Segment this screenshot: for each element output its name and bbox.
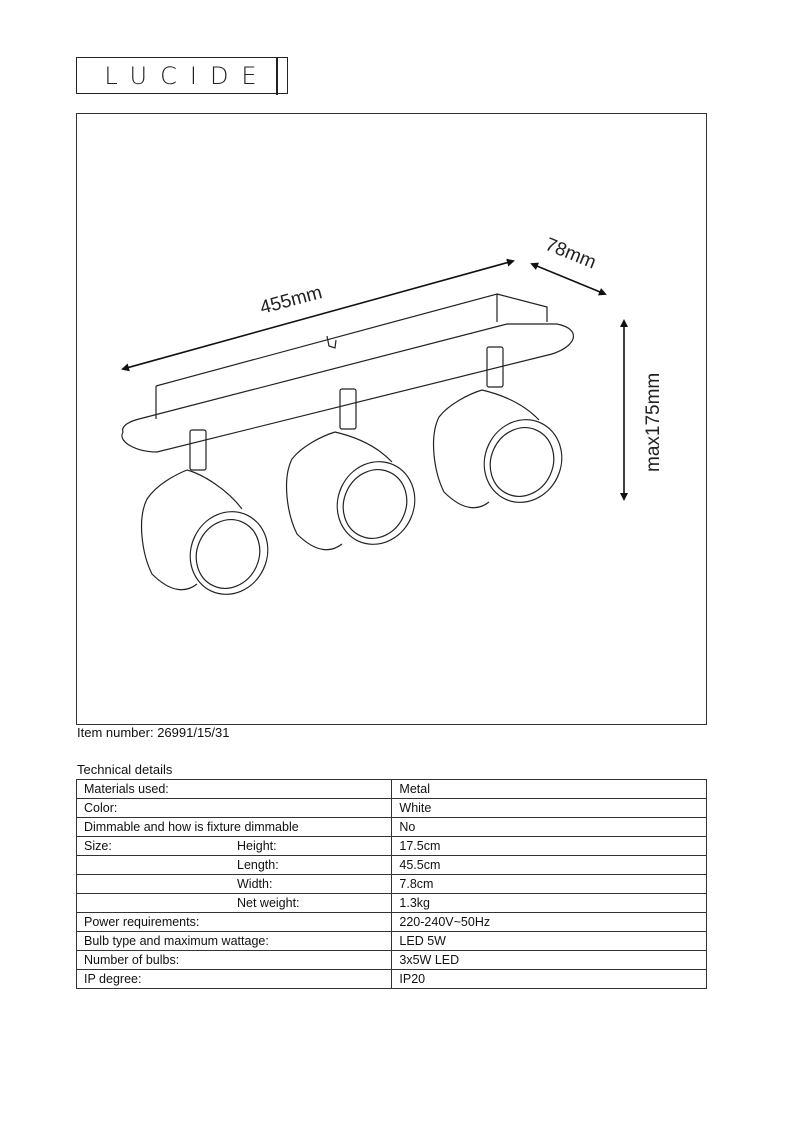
spec-label: Power requirements: xyxy=(84,915,200,929)
spec-label-cell xyxy=(77,913,392,932)
spec-label: Materials used: xyxy=(84,782,169,796)
brand-logo xyxy=(76,57,288,94)
spec-sublabel: Height: xyxy=(237,839,277,853)
spec-label-cell xyxy=(77,780,392,799)
spec-row xyxy=(77,913,707,932)
dimension-length: 455mm xyxy=(257,282,325,319)
spec-row xyxy=(77,951,707,970)
spec-label-cell xyxy=(77,970,392,989)
spec-value: No xyxy=(392,818,707,837)
spec-value: LED 5W xyxy=(392,932,707,951)
technical-details-heading: Technical details xyxy=(77,762,173,777)
technical-details-table xyxy=(76,779,707,989)
spec-label-cell xyxy=(77,799,392,818)
spec-sublabel: Width: xyxy=(237,877,273,891)
spec-row xyxy=(77,932,707,951)
spec-value: White xyxy=(392,799,707,818)
spec-label-cell xyxy=(77,856,392,875)
spec-value: 17.5cm xyxy=(392,837,707,856)
spec-row xyxy=(77,799,707,818)
spec-value: 7.8cm xyxy=(392,875,707,894)
spec-label: Size: xyxy=(84,839,112,853)
spec-label: Dimmable and how is fixture dimmable xyxy=(84,820,299,834)
spec-label: Bulb type and maximum wattage: xyxy=(84,934,269,948)
spec-label-cell xyxy=(77,818,392,837)
logo-stem xyxy=(276,58,278,95)
item-number: Item number: 26991/15/31 xyxy=(77,725,230,740)
spec-label: IP degree: xyxy=(84,972,142,986)
spec-row xyxy=(77,970,707,989)
spec-value: 45.5cm xyxy=(392,856,707,875)
dimension-height: max175mm xyxy=(643,372,664,472)
spec-value: 220-240V~50Hz xyxy=(392,913,707,932)
dimension-width: 78mm xyxy=(542,234,599,274)
spec-label-cell xyxy=(77,837,392,856)
spec-label-cell xyxy=(77,951,392,970)
spec-label-cell xyxy=(77,932,392,951)
spec-row xyxy=(77,818,707,837)
spec-row xyxy=(77,894,707,913)
spec-value: IP20 xyxy=(392,970,707,989)
spec-value: 3x5W LED xyxy=(392,951,707,970)
spec-row xyxy=(77,780,707,799)
product-drawing-frame xyxy=(76,113,707,725)
brand-name: LUCIDE xyxy=(104,61,270,90)
spec-sublabel: Length: xyxy=(237,858,279,872)
spec-row xyxy=(77,875,707,894)
spec-label-cell xyxy=(77,894,392,913)
spec-label-cell xyxy=(77,875,392,894)
product-drawing xyxy=(77,114,708,726)
spec-sublabel: Net weight: xyxy=(237,896,300,910)
spec-value: 1.3kg xyxy=(392,894,707,913)
spec-label: Number of bulbs: xyxy=(84,953,180,967)
spec-row xyxy=(77,837,707,856)
spec-row xyxy=(77,856,707,875)
spec-value: Metal xyxy=(392,780,707,799)
spec-label: Color: xyxy=(84,801,118,815)
